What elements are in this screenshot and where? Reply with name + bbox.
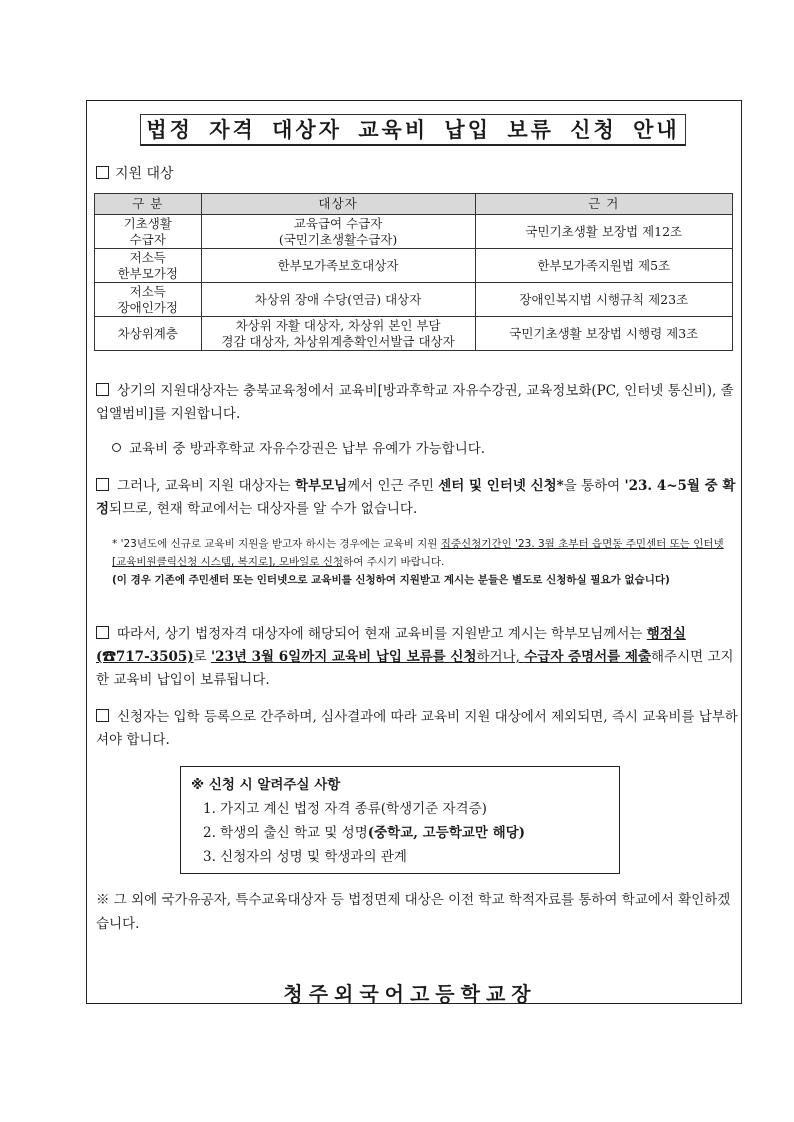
text-run: 을 통하여 — [563, 478, 625, 494]
closing-note: ※ 그 외에 국가유공자, 특수교육대상자 등 법정면제 대상은 이전 학교 학적자료를 통하여 학교에서 확인하겠습니다. — [96, 892, 731, 932]
text-run: 로 — [193, 649, 211, 665]
cell-target: 차상위 장애 수당(연금) 대상자 — [201, 283, 475, 317]
circle-bullet-icon — [112, 443, 121, 452]
table-row — [95, 283, 733, 317]
notice-item — [191, 821, 609, 845]
table-header-row — [95, 194, 733, 215]
cell-category: 저소득 한부모가정 — [95, 249, 202, 283]
text-run-bold: 학부모님 — [294, 478, 348, 494]
cell-basis: 국민기초생활 보장법 제12조 — [475, 215, 732, 249]
text-run-bold: '23년 3월 6일까지 교육비 납입 보류를 신청 — [210, 649, 477, 665]
footnote-bold: (이 경우 기존에 주민센터 또는 인터넷으로 교육비를 신청하여 지원받고 계시는 분들은 별도로 신청하실 필요가 없습니다) — [112, 574, 670, 586]
paragraph-application — [96, 623, 738, 692]
cell-basis: 국민기초생활 보장법 시행령 제3조 — [475, 317, 732, 351]
checkbox-bullet-icon — [96, 626, 109, 639]
notice-item: 3. 신청자의 성명 및 학생과의 관계 — [203, 849, 407, 865]
paragraph-support-info — [96, 380, 738, 426]
paragraph-text: 신청자는 입학 등록으로 간주하며, 심사결과에 따라 교육비 지원 대상에서 제외되면, 즉시 교육비를 납부하셔야 합니다. — [96, 709, 738, 748]
cell-category: 기초생활 수급자 — [95, 215, 202, 249]
text-run-bold: 센터 및 인터넷 신청* — [438, 478, 564, 494]
notice-box — [180, 766, 620, 874]
header-category: 구 분 — [95, 194, 202, 215]
section-heading — [96, 163, 174, 183]
cell-basis: 장애인복지법 시행규칙 제23조 — [475, 283, 732, 317]
paragraph-registration — [96, 706, 738, 752]
text-run-bold: 수급자 증명서를 제출 — [524, 649, 652, 665]
cell-category: 저소득 장애인가정 — [95, 283, 202, 317]
text-run-bold: (중학교, 고등학교만 해당) — [367, 825, 526, 841]
text-run: 되므로, 현재 학교에서는 대상자를 알 수가 없습니다. — [109, 501, 418, 517]
header-target: 대상자 — [201, 194, 475, 215]
cell-target: 교육급여 수급자 (국민기초생활수급자) — [201, 215, 475, 249]
text-run: * '23년도에 신규로 교육비 지원을 받고자 하시는 경우에는 교육비 지원 — [112, 538, 441, 550]
checkbox-bullet-icon — [96, 383, 109, 396]
checkbox-bullet-icon — [96, 166, 109, 179]
support-target-table — [94, 193, 733, 351]
cell-basis: 한부모가족지원법 제5조 — [475, 249, 732, 283]
text-run: 해주시면 고지한 교육비 납입이 보류됩니다. — [96, 649, 734, 688]
section-label: 지원 대상 — [115, 166, 174, 182]
table-row — [95, 215, 733, 249]
text-run: 2. 학생의 출신 학교 및 성명 — [203, 825, 368, 841]
notice-item: 1. 가지고 계신 법정 자격 종류(학생기준 자격증) — [203, 801, 487, 817]
school-signature: 청주외국어고등학교장 — [283, 982, 537, 1006]
footnote — [112, 535, 736, 589]
text-run: 하거나, — [476, 649, 525, 665]
text-run: 께서 인근 주민 — [347, 478, 439, 494]
paragraph-confirmation — [96, 475, 738, 521]
sub-bullet-text: 교육비 중 방과후학교 자유수강권은 납부 유예가 가능합니다. — [129, 441, 486, 457]
notice-heading: ※ 신청 시 알려주실 사항 — [191, 777, 341, 793]
page-title: 법정 자격 대상자 교육비 납입 보류 신청 안내 — [140, 114, 686, 146]
header-basis: 근 거 — [475, 194, 732, 215]
text-run-underline: 집중신청기간인 '23. 3월 초부터 읍면동 주민센터 또는 인터넷[교육비원클릭신청 시스템, 복지로], 모바일로 신청 — [112, 538, 724, 568]
sub-bullet — [112, 438, 732, 461]
text-run: 그러나, 교육비 지원 대상자는 — [117, 478, 295, 494]
text-run: 따라서, 상기 법정자격 대상자에 해당되어 현재 교육비를 지원받고 계시는 학부모님께서는 — [117, 626, 647, 642]
text-run: 하여 주시기 바랍니다. — [343, 556, 445, 568]
text-run-bold: 행정실(☎717-3505) — [96, 626, 686, 665]
cell-category: 차상위계층 — [95, 317, 202, 351]
cell-target: 한부모가족보호대상자 — [201, 249, 475, 283]
text-run-bold: '23. 4~5월 중 확정 — [96, 478, 736, 517]
checkbox-bullet-icon — [96, 478, 109, 491]
table-row — [95, 249, 733, 283]
paragraph-text: 상기의 지원대상자는 충북교육청에서 교육비[방과후학교 자유수강권, 교육정보화(PC, 인터넷 통신비), 졸업앨범비]를 지원합니다. — [96, 383, 734, 422]
table-row — [95, 317, 733, 351]
checkbox-bullet-icon — [96, 709, 109, 722]
cell-target: 차상위 자활 대상자, 차상위 본인 부담 경감 대상자, 차상위계층확인서발급 대상자 — [201, 317, 475, 351]
